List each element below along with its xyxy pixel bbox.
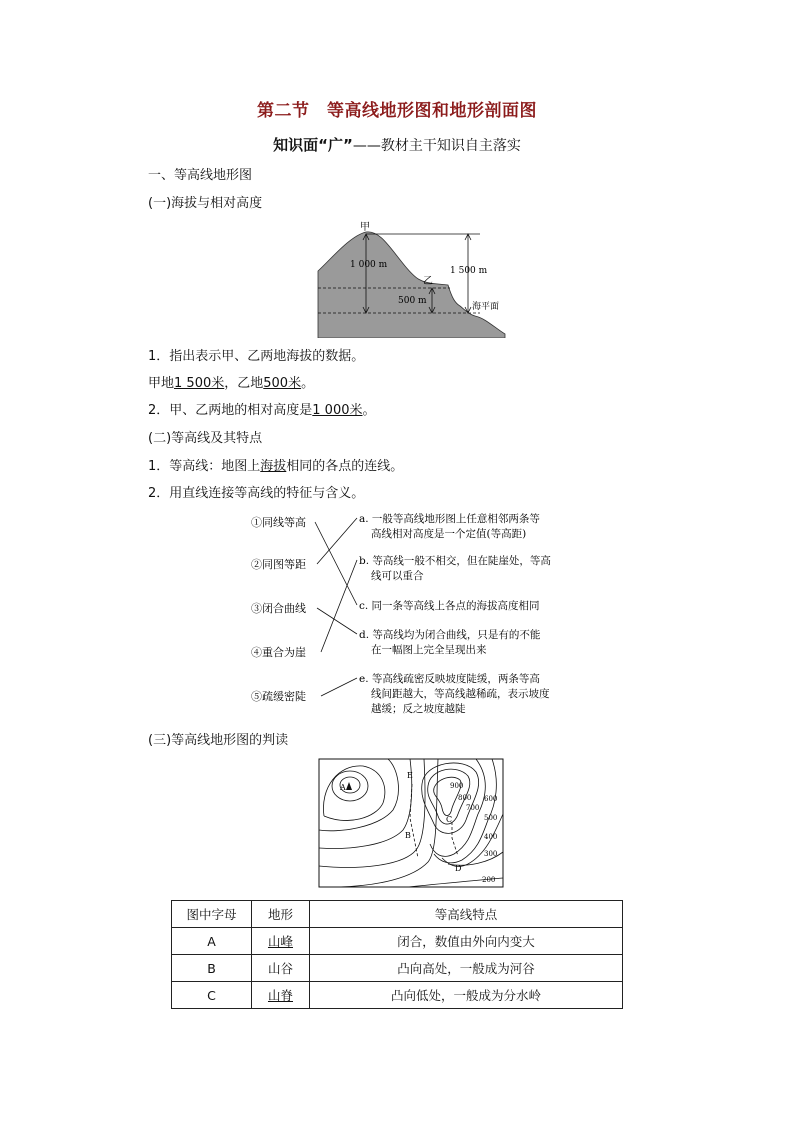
contour-label-500: 500 [484, 814, 498, 822]
part3-heading: (三)等高线地形图的判读 [148, 733, 289, 748]
left-item-1: ①同线等高 [251, 516, 306, 529]
contour-label-800: 800 [458, 794, 472, 802]
right-item-d-line2: 在一幅图上完全呈现出来 [371, 644, 487, 656]
label-mid: 乙 [423, 276, 433, 287]
question-2-part1: 2．甲、乙两地的相对高度是 [148, 403, 313, 418]
left-item-2: ②同图等距 [251, 558, 306, 571]
right-item-a-line1: a. 一般等高线地形图上任意相邻两条等 [359, 513, 540, 525]
match-line-5e [321, 678, 357, 696]
page-subtitle [0, 134, 794, 155]
table-cell-feature: 闭合，数值由外向内变大 [310, 928, 623, 955]
table-cell-letter: A [172, 928, 252, 955]
right-item-b-line1: b. 等高线一般不相交，但在陡崖处，等高 [359, 555, 551, 567]
table-cell-letter: B [172, 955, 252, 982]
right-item-a-line2: 高线相对高度是一个定值(等高距) [371, 528, 527, 540]
right-item-c-line1: c. 同一条等高线上各点的海拔高度相同 [359, 600, 540, 612]
left-item-3: ③闭合曲线 [251, 602, 306, 615]
answer-1-value2: 500米 [263, 376, 302, 391]
answer-1-part1: 甲地 [148, 376, 175, 391]
map-letter-A: A [340, 783, 346, 792]
label-500: 500 m [398, 296, 427, 306]
right-item-e-line1: e. 等高线疏密反映坡度陡缓，两条等高 [359, 673, 540, 685]
table-cell-letter: C [172, 982, 252, 1009]
left-item-5: ⑤疏缓密陡 [251, 690, 306, 703]
table-header-feature: 等高线特点 [310, 901, 623, 928]
right-item-b-line2: 线可以重合 [371, 570, 424, 582]
question-1: 1．指出表示甲、乙两地海拔的数据。 [148, 349, 365, 364]
map-letter-B: B [405, 831, 411, 840]
contour-label-400: 400 [484, 833, 498, 841]
contour-map [318, 758, 504, 888]
subtitle-rest: 教材主干知识自主落实 [380, 138, 521, 154]
label-1000: 1 000 m [350, 260, 388, 270]
right-item-e-line3: 越缓；反之坡度越陡 [371, 703, 466, 715]
label-peak: 甲 [360, 222, 370, 233]
map-letter-C: C [446, 815, 453, 824]
table-header-letter: 图中字母 [172, 901, 252, 928]
table-row [172, 955, 623, 982]
map-letter-E: E [407, 771, 413, 780]
contour-definition [148, 459, 403, 475]
answer-1 [148, 376, 314, 392]
table-cell-terrain: 山谷 [252, 955, 310, 982]
map-letter-D: D [455, 864, 462, 873]
contour-def-underline: 海拔 [260, 459, 287, 474]
table-header-terrain: 地形 [252, 901, 310, 928]
right-item-d-line1: d. 等高线均为闭合曲线，只是有的不能 [359, 629, 541, 641]
subtitle-dash: —— [352, 138, 381, 154]
part2-heading: (二)等高线及其特点 [148, 431, 263, 446]
match-line-2a [317, 518, 357, 564]
altitude-figure [310, 218, 510, 338]
part1-heading: (一)海拔与相对高度 [148, 196, 263, 211]
answer-1-part3: 。 [301, 376, 315, 391]
contour-def-part1: 1．等高线：地图上 [148, 459, 261, 474]
page-title: 第二节 等高线地形图和地形剖面图 [257, 101, 537, 121]
contour-def-part2: 相同的各点的连线。 [286, 459, 404, 474]
question-2 [148, 403, 376, 419]
section-heading: 一、等高线地形图 [148, 168, 253, 183]
question-2-value: 1 000米 [312, 403, 363, 418]
terrain-table [171, 900, 623, 1009]
label-sea: 海平面 [472, 302, 500, 312]
label-1500: 1 500 m [450, 266, 488, 276]
table-row [172, 982, 623, 1009]
right-item-e-line2: 线间距越大，等高线越稀疏，表示坡度 [371, 688, 550, 700]
answer-1-value1: 1 500米 [174, 376, 225, 391]
subtitle-bold: 知识面“广” [273, 136, 353, 154]
left-item-4: ④重合为崖 [251, 646, 306, 659]
match-line-1c [315, 522, 357, 605]
question-2-part2: 。 [362, 403, 376, 418]
table-header-row [172, 901, 623, 928]
match-line-4b [321, 560, 357, 652]
table-cell-terrain: 山脊 [252, 982, 310, 1009]
contour-label-300: 300 [484, 850, 498, 858]
table-cell-feature: 凸向低处，一般成为分水岭 [310, 982, 623, 1009]
matching-instruction: 2．用直线连接等高线的特征与含义。 [148, 486, 365, 501]
contour-label-600: 600 [484, 795, 498, 803]
table-row [172, 928, 623, 955]
table-cell-feature: 凸向高处，一般成为河谷 [310, 955, 623, 982]
answer-1-part2: ，乙地 [224, 376, 264, 391]
contour-label-700: 700 [466, 804, 480, 812]
contour-label-900: 900 [450, 782, 464, 790]
table-cell-terrain: 山峰 [252, 928, 310, 955]
terrain-shape [318, 232, 505, 338]
matching-diagram [245, 508, 585, 723]
contour-label-200: 200 [482, 876, 496, 884]
